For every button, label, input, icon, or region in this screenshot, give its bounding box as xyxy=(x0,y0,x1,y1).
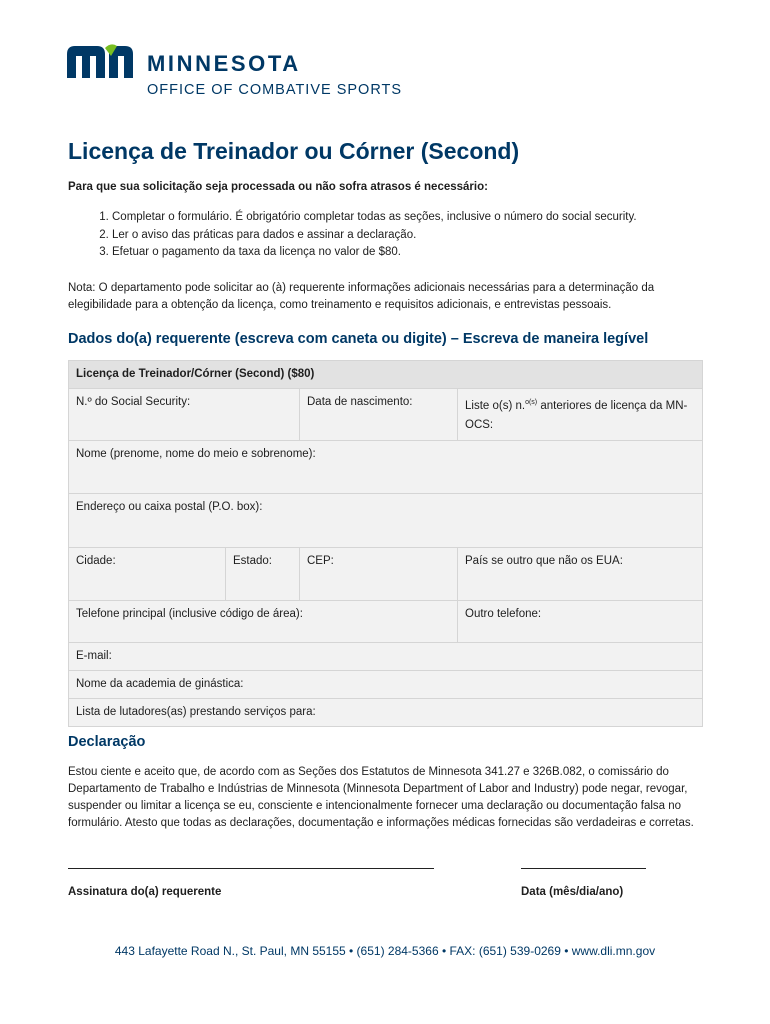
phone-field[interactable] xyxy=(69,601,458,643)
applicant-section-title: Dados do(a) requerente (escreva com caneta ou digite) – Escreva de maneira legível xyxy=(68,331,649,347)
step-item: 1. Completar o formulário. É obrigatório completar todas as seções, inclusive o número do social security. xyxy=(112,209,752,227)
note-text: Nota: O departamento pode solicitar ao (à) requerente informações adicionais necessárias para a determinação da elegibilidade para a obtenção da licença, como treinamento e requisitos adicionais, e entrevistas pessoais. xyxy=(68,282,655,311)
steps-list xyxy=(68,209,752,262)
name-field[interactable] xyxy=(69,441,703,494)
country-field[interactable] xyxy=(458,548,703,601)
footer-contact: 443 Lafayette Road N., St. Paul, MN 55155 • (651) 284-5366 • FAX: (651) 539-0269 • www.dli.mn.gov xyxy=(114,944,656,958)
declaration-text: Estou ciente e aceito que, de acordo com as Seções dos Estatutos de Minnesota 341.27 e 326B.082, o comissário do Departamento de Trabalho e Indústrias de Minnesota (Minnesota Department of Labor and Industry) pode negar, revogar, suspender ou limitar a licença se eu, consciente e intencionalmente fornecer uma declaração ou documentação falsa no formulário. Atesto que todas as declarações, documentação e informações médicas fornecidas são verdadeiras e corretas. xyxy=(68,766,694,829)
city-field[interactable] xyxy=(69,548,226,601)
address-field[interactable] xyxy=(69,494,703,548)
prior-license-label: Liste o(s) n.$^{o(s)}$ anteriores de licença da MN-OCS: xyxy=(465,399,688,431)
ssn-label: N.º do Social Security: xyxy=(76,396,191,408)
office-name: OFFICE OF COMBATIVE SPORTS xyxy=(147,82,403,98)
state-field[interactable] xyxy=(226,548,300,601)
email-label: E-mail: xyxy=(76,650,112,662)
step-item: 3. Efetuar o pagamento da taxa da licença no valor de $80. xyxy=(112,244,752,262)
zip-label: CEP: xyxy=(307,555,334,567)
applicant-form xyxy=(68,360,703,727)
country-label: País se outro que não os EUA: xyxy=(465,555,623,567)
fighters-field[interactable] xyxy=(69,699,703,727)
fighters-label: Lista de lutadores(as) prestando serviços para: xyxy=(76,706,316,718)
state-label: Estado: xyxy=(233,555,272,567)
phone-label: Telefone principal (inclusive código de área): xyxy=(76,608,303,620)
step-item: 2. Ler o aviso das práticas para dados e assinar a declaração. xyxy=(112,227,752,245)
email-field[interactable] xyxy=(69,643,703,671)
zip-field[interactable] xyxy=(300,548,458,601)
prior-license-field[interactable] xyxy=(458,389,703,441)
birthdate-field[interactable] xyxy=(300,389,458,441)
gym-label: Nome da academia de ginástica: xyxy=(76,678,244,690)
declaration-title: Declaração xyxy=(68,734,146,750)
minnesota-logo xyxy=(67,44,427,104)
city-label: Cidade: xyxy=(76,555,116,567)
gym-field[interactable] xyxy=(69,671,703,699)
date-line[interactable] xyxy=(521,868,646,869)
birthdate-label: Data de nascimento: xyxy=(307,396,413,408)
date-label: Data (mês/dia/ano) xyxy=(521,886,624,898)
other-phone-label: Outro telefone: xyxy=(465,608,542,620)
brand-name: MINNESOTA xyxy=(147,51,301,76)
intro-text: Para que sua solicitação seja processada ou não sofra atrasos é necessário: xyxy=(68,181,488,193)
other-phone-field[interactable] xyxy=(458,601,703,643)
page-title: Licença de Treinador ou Córner (Second) xyxy=(68,138,520,164)
ssn-field[interactable] xyxy=(69,389,300,441)
form-header: Licença de Treinador/Córner (Second) ($80) xyxy=(69,361,703,389)
name-label: Nome (prenome, nome do meio e sobrenome): xyxy=(76,448,316,460)
address-label: Endereço ou caixa postal (P.O. box): xyxy=(76,501,263,513)
signature-line[interactable] xyxy=(68,868,434,869)
signature-label: Assinatura do(a) requerente xyxy=(68,886,222,898)
mn-logo-icon xyxy=(67,44,133,78)
